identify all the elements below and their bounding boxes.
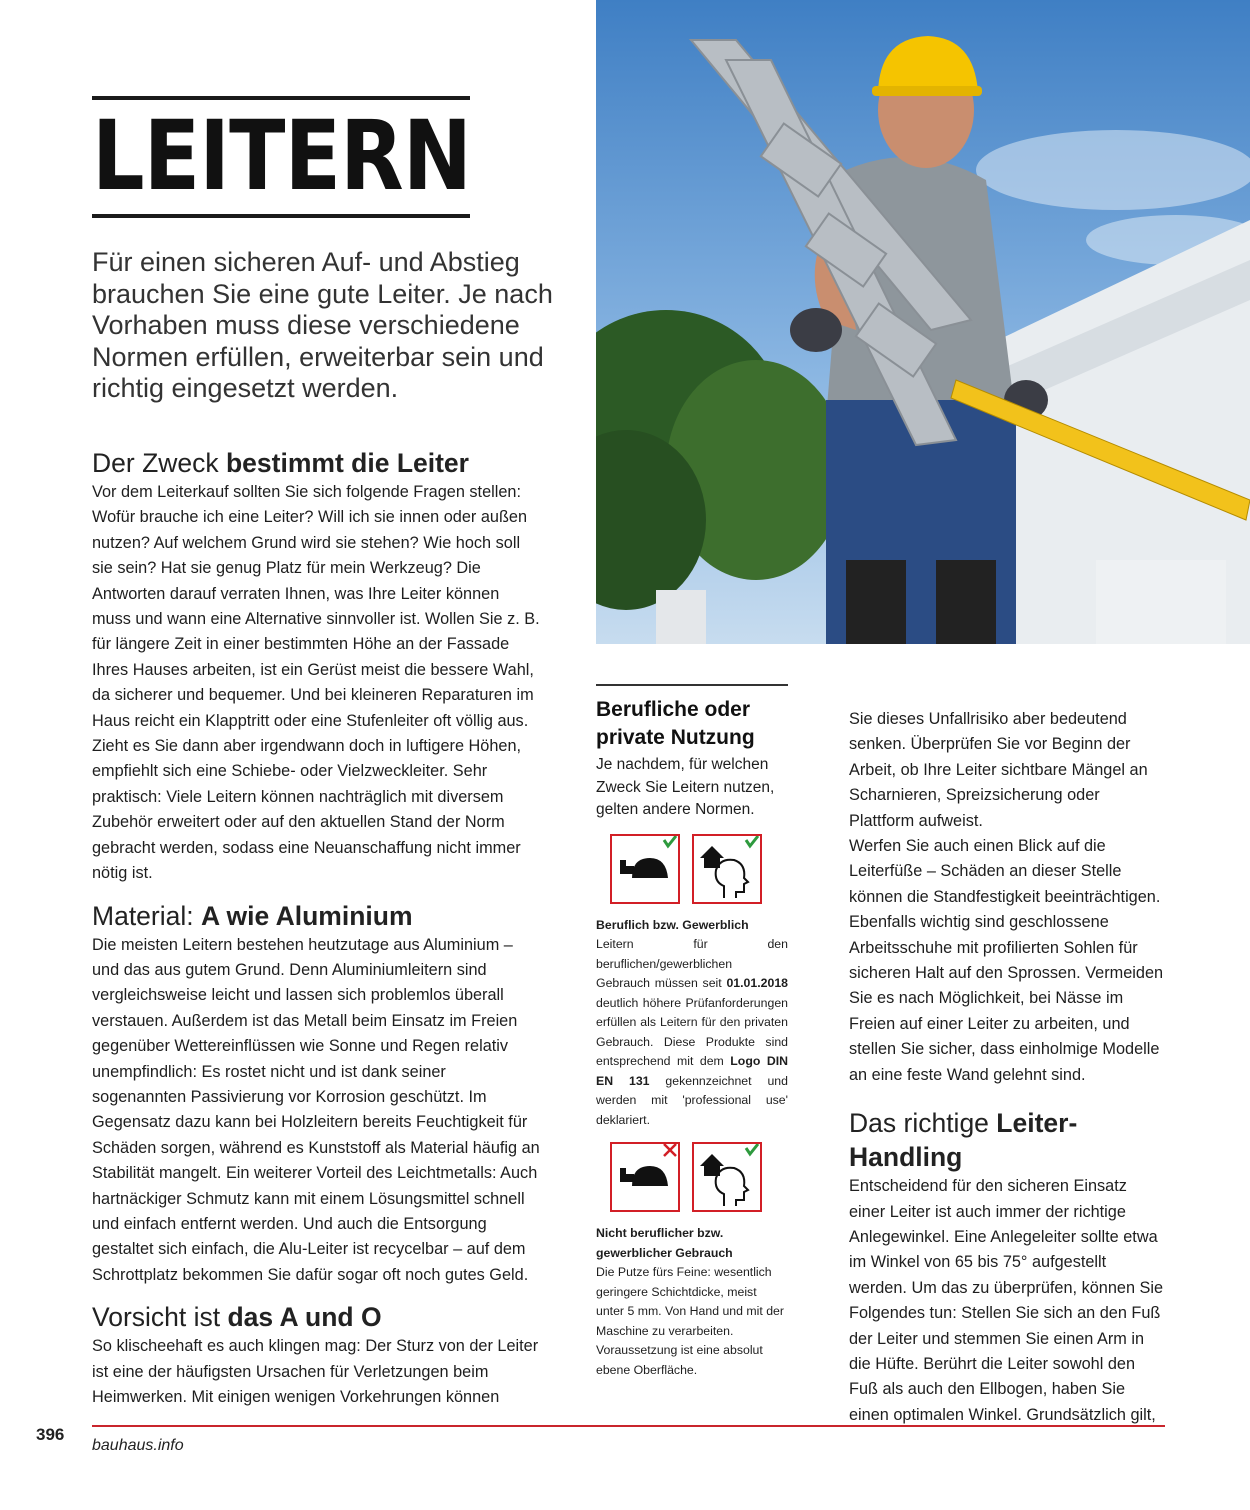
section-body-zweck <box>92 480 542 887</box>
section-heading-vorsicht: Vorsicht ist das A und O <box>92 1302 382 1333</box>
cross-icon <box>664 1144 676 1156</box>
hero-photo-worker-with-ladder <box>596 0 1250 644</box>
paragraph: So klischeehaft es auch klingen mag: Der Sturz von der Leiter ist eine der häufigsten Ursachen für Verletzungen beim Heimwerken. Mit einigen wenigen Vorkehrungen können <box>92 1337 539 1406</box>
page-title: LEITERN <box>92 100 472 212</box>
paragraph: Die meisten Leitern bestehen heutzutage aus Aluminium – und das aus gutem Grund. Denn Aluminiumleitern sind vergleichsweise leicht und lassen sich problemlos überall verstauen. Außerdem ist das Metall beim Einsatz im Freien gegenüber Wettereinflüssen wie Sonne und Regen relativ unempfindlich: Es rostet nicht und ist dank seiner sogenannten Passivierung vor Korrosion geschützt. Im Gegensatz dazu kann bei Holzleitern bereits Feuchtigkeit für Schäden sorgen, während es Kunststoff als Material häufig an Stabilität mangelt. Ein weiterer Vorteil des Leichtmetalls: Auch hartnäckiger Schmutz kann mit einem Lösungsmittel schnell und einfach entfernt werden. Und auch die Entsorgung gestaltet sich einfach, die Alu-Leiter ist recycelbar – auf dem Schrottplatz bekommen Sie dafür sogar oft noch gutes Geld. <box>92 935 540 1284</box>
private-usage-text: Nicht beruflicher bzw. gewerblicher Gebrauch Die Putze fürs Feine: wesentlich geringere Schichtdicke, meist unter 5 mm. Von Hand und mit der Maschine zu verarbeiten. Voraussetzung ist eine absolut ebene Oberfläche. <box>596 1226 784 1377</box>
photo-illustration <box>596 0 1250 644</box>
check-icon <box>664 836 676 846</box>
icon-row-private <box>610 1142 788 1212</box>
section-heading-handling: Das richtige Leiter-Handling <box>849 1108 1078 1173</box>
title-block <box>92 96 470 218</box>
intro-paragraph: Für einen sicheren Auf- und Abstieg brauchen Sie eine gute Leiter. Je nach Vorhaben muss diese verschiedene Normen erfüllen, erweiterbar sein und richtig eingesetzt werden. <box>92 247 553 403</box>
paragraph: Zieht es Sie dann aber irgendwann doch in luftigere Höhen, empfiehlt sich eine Schiebe- oder Vielzweckleiter. Sehr praktisch: Viele Leitern können nachträglich mit diversem Zubehör erweitert oder auf den aktuellen Stand der Norm gebracht werden, sodass eine Neuanschaffung nicht immer nötig ist. <box>92 737 522 883</box>
house-with-head-icon <box>692 834 762 904</box>
paragraph: Werfen Sie auch einen Blick auf die Leiterfüße – Schäden an dieser Stelle können die Standfestigkeit beeinträchtigen. Ebenfalls wichtig sind geschlossene Arbeitsschuhe mit profilierten Sohlen für sicheren Halt auf den Sprossen. Vermeiden Sie es nach Möglichkeit, bei Nässe im Freien auf einer Leiter zu arbeiten, und stellen Sie sicher, dass einholmige Modelle an eine feste Wand gelehnt sind. <box>849 837 1164 1084</box>
sidebar-heading: Berufliche oder private Nutzung <box>596 698 755 749</box>
section-body-handling <box>849 1174 1167 1428</box>
house-with-head-icon <box>692 1142 762 1212</box>
section-body-vorsicht-cont <box>849 707 1167 1088</box>
check-icon <box>746 836 758 846</box>
check-icon <box>746 1144 758 1154</box>
helmet-with-building-icon <box>610 834 680 904</box>
section-heading-zweck: Der Zweck bestimmt die Leiter <box>92 448 469 478</box>
section-body-vorsicht <box>92 1334 542 1410</box>
website-label: bauhaus.info <box>92 1437 184 1454</box>
right-column <box>849 707 1167 1428</box>
professional-usage-text: Beruflich bzw. Gewerblich Leitern für den beruflichen/gewerblichen Gebrauch müssen seit 01.01.2018 deutlich höhere Prüfanforderungen erfüllen als Leitern für den privaten Gebrauch. Diese Produkte sind entsprechend mit dem Logo DIN EN 131 gekennzeichnet und werden mit 'professional use' deklariert. <box>596 917 789 1127</box>
sidebar-lead: Je nachdem, für welchen Zweck Sie Leitern nutzen, gelten andere Normen. <box>596 756 775 818</box>
paragraph: Sie dieses Unfallrisiko aber bedeutend senken. Überprüfen Sie vor Beginn der Arbeit, ob Ihre Leiter sichtbare Mängel an Scharnieren, Spreizsicherung oder Plattform aufweist. <box>849 710 1148 830</box>
page-number: 396 <box>36 1425 65 1444</box>
private-usage-title: Nicht beruflicher bzw. gewerblicher Gebrauch <box>596 1226 733 1260</box>
usage-sidebar <box>596 684 788 1380</box>
helmet-with-building-icon <box>610 1142 680 1212</box>
left-column <box>92 440 542 1410</box>
paragraph: Entscheidend für den sicheren Einsatz einer Leiter ist auch immer der richtige Anlegewinkel. Eine Anlegeleiter sollte etwa im Winkel von 65 bis 75° aufgestellt werden. Um das zu überprüfen, können Sie Folgendes tun: Stellen Sie sich an den Fuß der Leiter und stemmen Sie einen Arm in die Hüfte. Berührt die Leiter sowohl den Fuß als auch den Ellbogen, haben Sie einen optimalen Winkel. Grundsätzlich gilt, <box>849 1177 1164 1424</box>
section-body-material <box>92 933 542 1289</box>
professional-usage-title: Beruflich bzw. Gewerblich <box>596 917 749 932</box>
icon-row-professional <box>610 834 788 904</box>
sidebar-top-rule <box>596 684 788 686</box>
section-heading-material: Material: A wie Aluminium <box>92 900 413 931</box>
title-bottom-rule <box>92 214 470 218</box>
footer-rule <box>92 1425 1165 1427</box>
paragraph: Vor dem Leiterkauf sollten Sie sich folgende Fragen stellen: Wofür brauche ich eine Leiter? Will ich sie innen oder außen nutzen? Auf welchem Grund wird sie stehen? Wie hoch soll sie sein? Hat sie genug Platz für mein Werkzeug? Die Antworten darauf verraten Ihnen, was Ihre Leiter können muss und wann eine Alternative sinnvoller ist. Wollen Sie z. B. für längere Zeit in einer bestimmten Höhe an der Fassade Ihres Hauses arbeiten, ist ein Gerüst meist die bessere Wahl, da sicherer und bequemer. Und bei kleineren Reparaturen im Haus reicht ein Klapptritt oder eine Stufenleiter oft völlig aus. <box>92 483 540 730</box>
